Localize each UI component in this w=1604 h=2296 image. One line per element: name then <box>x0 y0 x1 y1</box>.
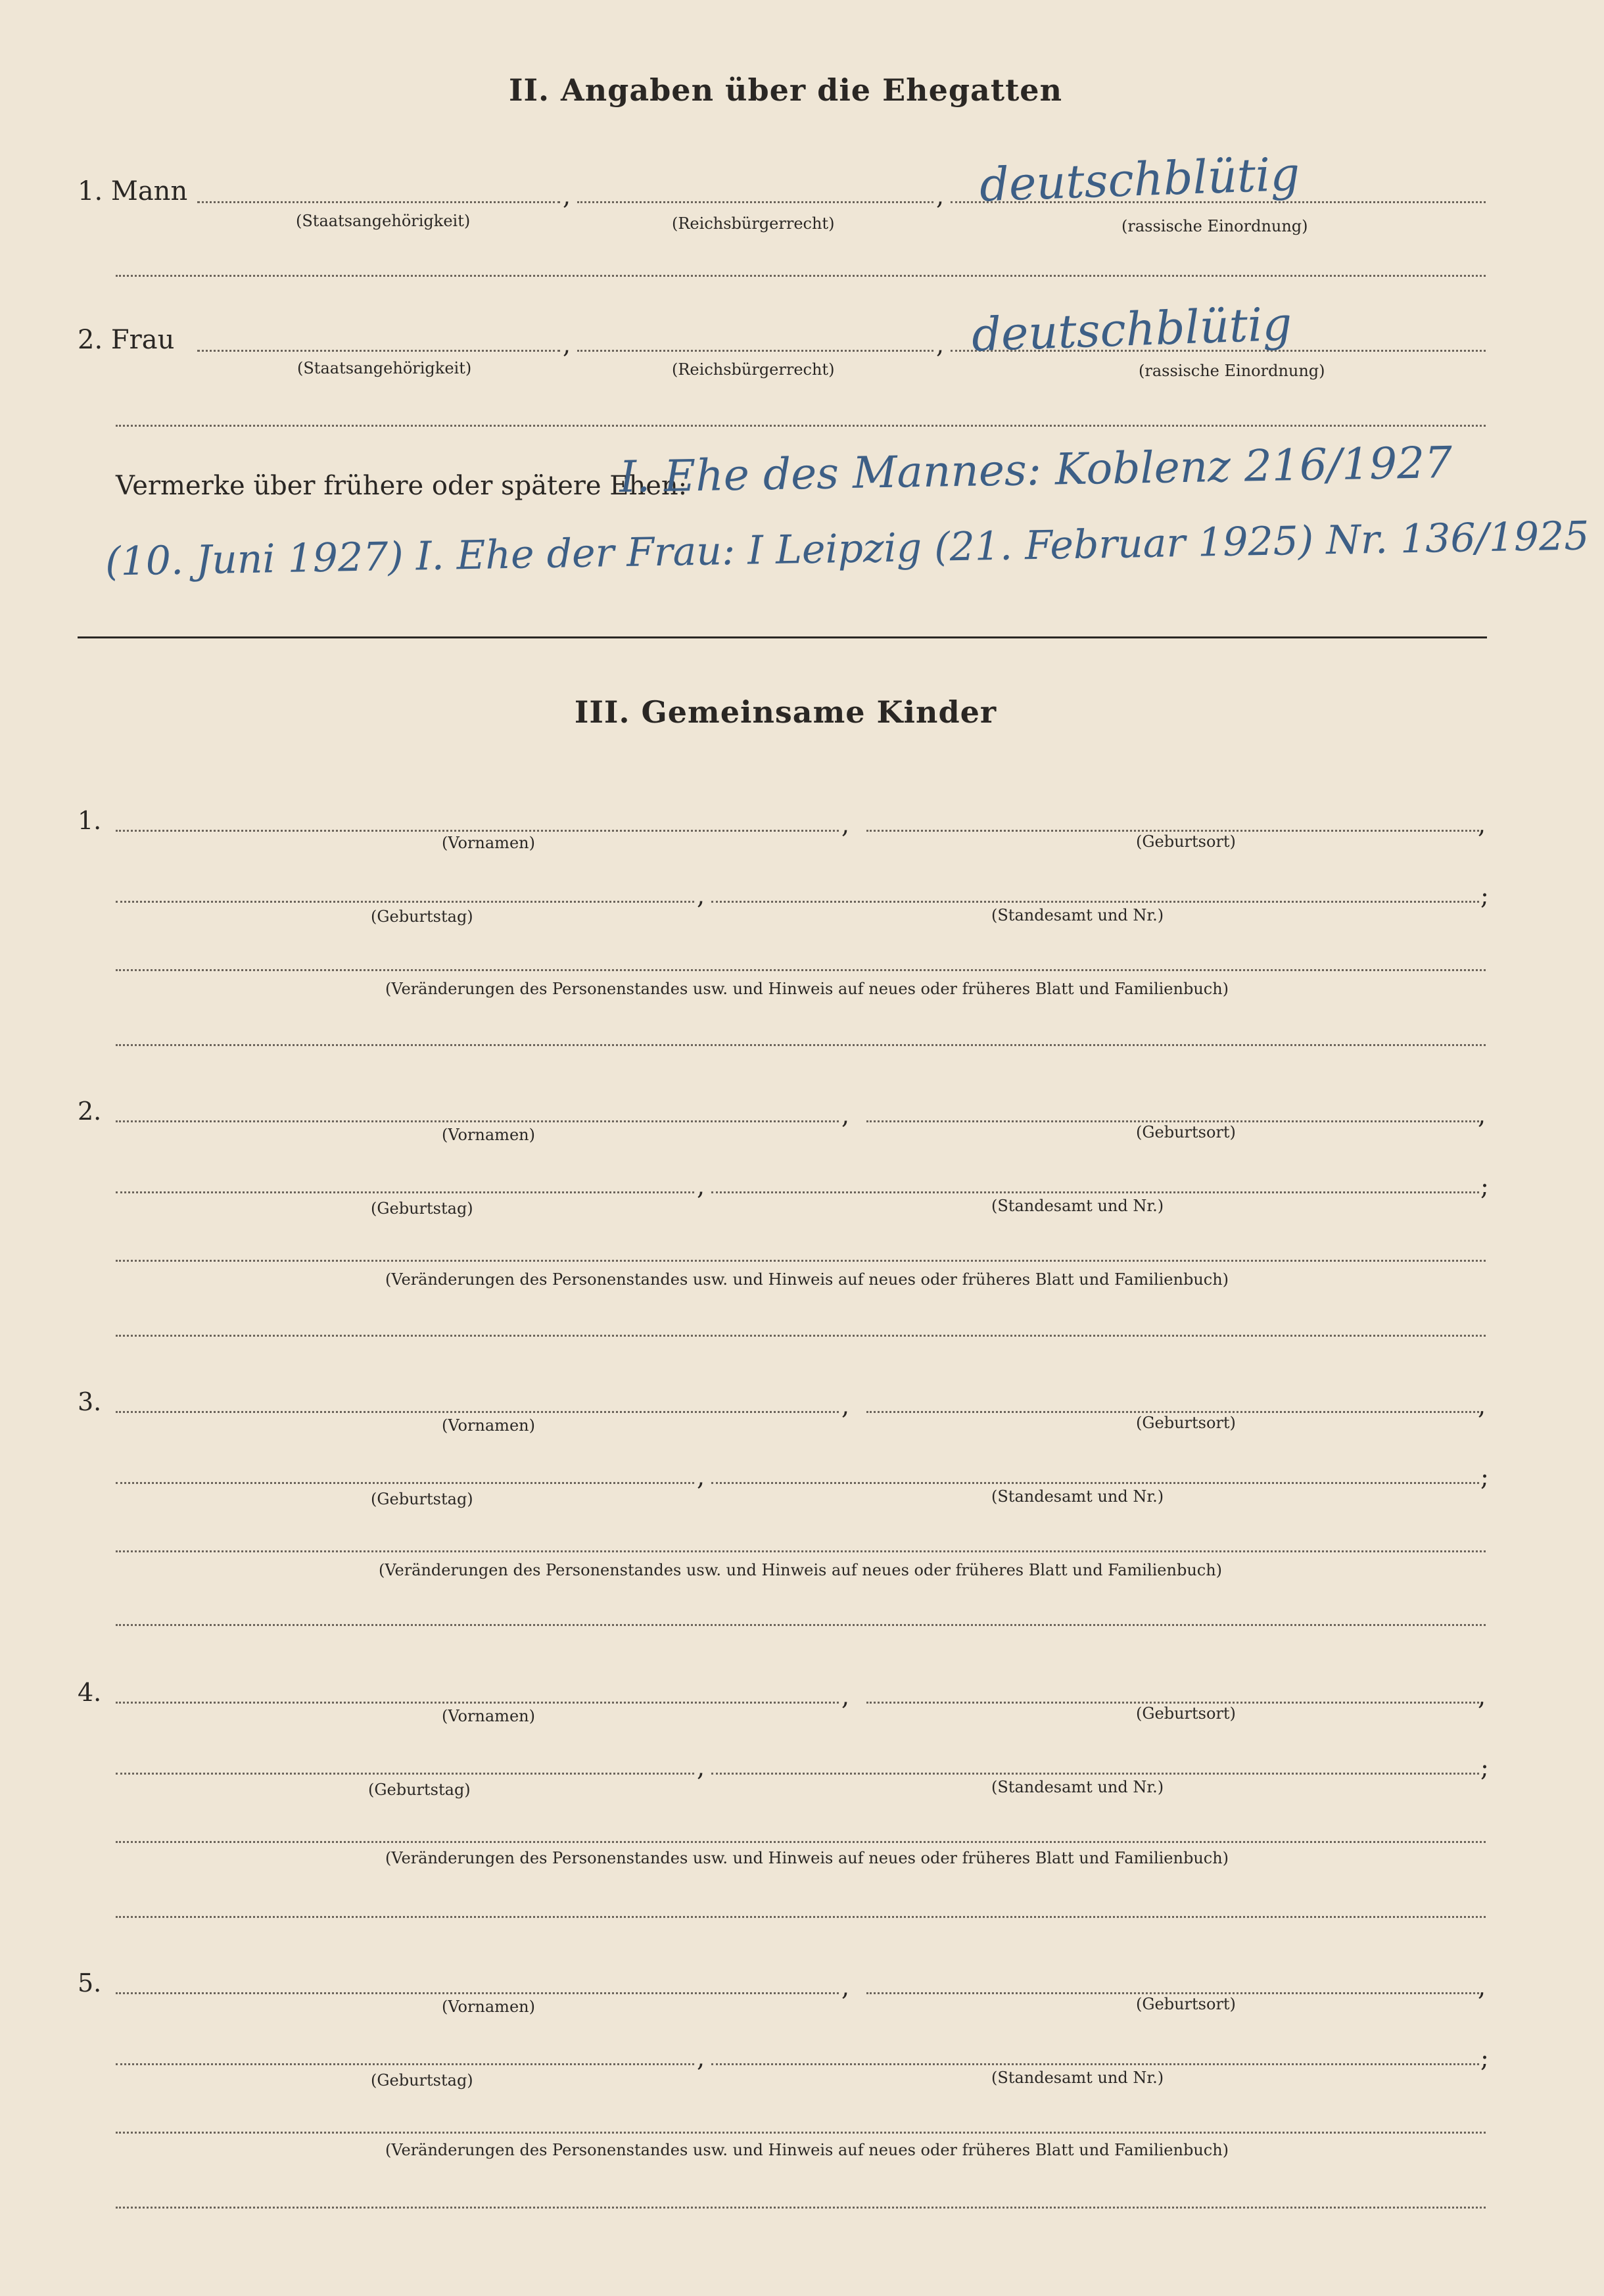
child-standesamt-field[interactable] <box>711 901 1479 903</box>
mann-extra-line[interactable] <box>116 275 1486 277</box>
child-caption-geburtstag: (Geburtstag) <box>371 2071 473 2090</box>
child-caption-geburtstag: (Geburtstag) <box>371 907 473 926</box>
child-caption-veraenderungen: (Veränderungen des Personenstandes usw. und Hinweis auf neues oder früheres Blatt und Familienbuch) <box>385 2141 1229 2159</box>
comma: , <box>697 2044 705 2072</box>
comma: , <box>841 1973 850 2001</box>
child-standesamt-field[interactable] <box>711 2063 1479 2065</box>
frau-label: 2. Frau <box>78 325 175 355</box>
mann-caption-reich: (Reichsbürgerrecht) <box>672 214 835 233</box>
child-caption-standesamt: (Standesamt und Nr.) <box>991 1778 1164 1796</box>
child-standesamt-field[interactable] <box>711 1773 1479 1775</box>
comma: , <box>936 181 945 210</box>
child-standesamt-field[interactable] <box>711 1191 1479 1193</box>
child-caption-geburtstag: (Geburtstag) <box>371 1490 473 1508</box>
mann-reich-field[interactable] <box>577 201 933 203</box>
child-caption-geburtsort: (Geburtsort) <box>1136 1123 1236 1141</box>
comma: , <box>697 881 705 910</box>
child-caption-geburtstag: (Geburtstag) <box>371 1199 473 1218</box>
frau-caption-reich: (Reichsbürgerrecht) <box>672 360 835 379</box>
child-number: 1. <box>78 806 102 835</box>
mann-label: 1. Mann <box>78 176 188 206</box>
child-caption-veraenderungen: (Veränderungen des Personenstandes usw. und Hinweis auf neues oder früheres Blatt und Familienbuch) <box>385 1849 1229 1867</box>
semicolon: ; <box>1480 1462 1489 1491</box>
comma: , <box>563 330 571 359</box>
child-caption-vornamen: (Vornamen) <box>442 1126 535 1144</box>
child-caption-vornamen: (Vornamen) <box>442 1997 535 2016</box>
child-caption-geburtsort: (Geburtsort) <box>1136 1704 1236 1723</box>
child-caption-vornamen: (Vornamen) <box>442 1416 535 1435</box>
child-geburtsort-field[interactable] <box>866 830 1483 832</box>
frau-reich-field[interactable] <box>577 350 933 352</box>
child-geburtstag-field[interactable] <box>116 2063 694 2065</box>
mann-caption-staat: (Staatsangehörigkeit) <box>296 212 471 230</box>
child-standesamt-field[interactable] <box>711 1482 1479 1484</box>
child-vornamen-field[interactable] <box>116 1411 839 1413</box>
child-number: 2. <box>78 1097 102 1126</box>
child-extra-line[interactable] <box>116 1916 1486 1918</box>
vermerke-handwriting-line2: (10. Juni 1927) I. Ehe der Frau: I Leipzig (21. Februar 1925) Nr. 136/1925 <box>105 513 1590 585</box>
child-geburtstag-field[interactable] <box>116 1191 694 1193</box>
child-caption-vornamen: (Vornamen) <box>442 834 535 852</box>
child-vornamen-field[interactable] <box>116 1120 839 1122</box>
mann-rass-handwriting: deutschblütig <box>978 147 1301 212</box>
child-vornamen-field[interactable] <box>116 830 839 832</box>
vermerke-handwriting-line1: I. Ehe des Mannes: Koblenz 216/1927 <box>619 437 1453 503</box>
child-geburtsort-field[interactable] <box>866 1702 1483 1704</box>
semicolon: ; <box>1480 1172 1489 1201</box>
child-caption-geburtsort: (Geburtsort) <box>1136 832 1236 851</box>
mann-caption-rass: (rassische Einordnung) <box>1121 217 1308 235</box>
frau-caption-rass: (rassische Einordnung) <box>1139 362 1325 380</box>
child-caption-veraenderungen: (Veränderungen des Personenstandes usw. und Hinweis auf neues oder früheres Blatt und Familienbuch) <box>379 1561 1223 1579</box>
comma: , <box>1478 1101 1486 1130</box>
frau-rass-handwriting: deutschblütig <box>970 297 1293 362</box>
child-veraenderungen-field[interactable] <box>116 1550 1486 1552</box>
child-caption-geburtstag: (Geburtstag) <box>368 1781 471 1799</box>
frau-extra-line[interactable] <box>116 425 1486 427</box>
child-veraenderungen-field[interactable] <box>116 1841 1486 1843</box>
child-caption-veraenderungen: (Veränderungen des Personenstandes usw. und Hinweis auf neues oder früheres Blatt und Familienbuch) <box>385 980 1229 998</box>
child-veraenderungen-field[interactable] <box>116 969 1486 971</box>
child-caption-veraenderungen: (Veränderungen des Personenstandes usw. und Hinweis auf neues oder früheres Blatt und Familienbuch) <box>385 1270 1229 1289</box>
comma: , <box>697 1172 705 1201</box>
frau-staat-field[interactable] <box>197 350 560 352</box>
comma: , <box>936 330 945 359</box>
child-number: 5. <box>78 1969 102 1997</box>
child-number: 3. <box>78 1387 102 1416</box>
semicolon: ; <box>1480 2044 1489 2072</box>
child-geburtstag-field[interactable] <box>116 1482 694 1484</box>
comma: , <box>697 1462 705 1491</box>
child-veraenderungen-field[interactable] <box>116 1260 1486 1262</box>
section-divider <box>78 636 1487 638</box>
child-extra-line[interactable] <box>116 1044 1486 1046</box>
mann-staat-field[interactable] <box>197 201 560 203</box>
comma: , <box>841 1101 850 1130</box>
child-caption-geburtsort: (Geburtsort) <box>1136 1414 1236 1432</box>
child-caption-geburtsort: (Geburtsort) <box>1136 1995 1236 2013</box>
child-extra-line[interactable] <box>116 1624 1486 1626</box>
child-caption-standesamt: (Standesamt und Nr.) <box>991 1487 1164 1506</box>
child-extra-line[interactable] <box>116 2207 1486 2209</box>
child-geburtstag-field[interactable] <box>116 1773 694 1775</box>
child-number: 4. <box>78 1678 102 1707</box>
comma: , <box>563 181 571 210</box>
section-title-ehegatten: II. Angaben über die Ehegatten <box>508 72 1063 108</box>
child-geburtsort-field[interactable] <box>866 1992 1483 1994</box>
frau-caption-staat: (Staatsangehörigkeit) <box>297 359 472 377</box>
vermerke-label: Vermerke über frühere oder spätere Ehen: <box>116 471 688 501</box>
child-caption-vornamen: (Vornamen) <box>442 1707 535 1725</box>
child-geburtsort-field[interactable] <box>866 1411 1483 1413</box>
child-extra-line[interactable] <box>116 1335 1486 1337</box>
comma: , <box>1478 1391 1486 1420</box>
child-vornamen-field[interactable] <box>116 1702 839 1704</box>
comma: , <box>1478 1973 1486 2001</box>
child-vornamen-field[interactable] <box>116 1992 839 1994</box>
child-geburtsort-field[interactable] <box>866 1120 1483 1122</box>
child-caption-standesamt: (Standesamt und Nr.) <box>991 2069 1164 2087</box>
comma: , <box>841 1391 850 1420</box>
semicolon: ; <box>1480 881 1489 910</box>
child-veraenderungen-field[interactable] <box>116 2132 1486 2134</box>
child-geburtstag-field[interactable] <box>116 901 694 903</box>
child-caption-standesamt: (Standesamt und Nr.) <box>991 906 1164 924</box>
comma: , <box>841 1682 850 1711</box>
comma: , <box>841 810 850 839</box>
child-caption-standesamt: (Standesamt und Nr.) <box>991 1197 1164 1215</box>
comma: , <box>697 1753 705 1782</box>
comma: , <box>1478 810 1486 839</box>
comma: , <box>1478 1682 1486 1711</box>
section-title-kinder: III. Gemeinsame Kinder <box>574 694 997 730</box>
semicolon: ; <box>1480 1753 1489 1782</box>
